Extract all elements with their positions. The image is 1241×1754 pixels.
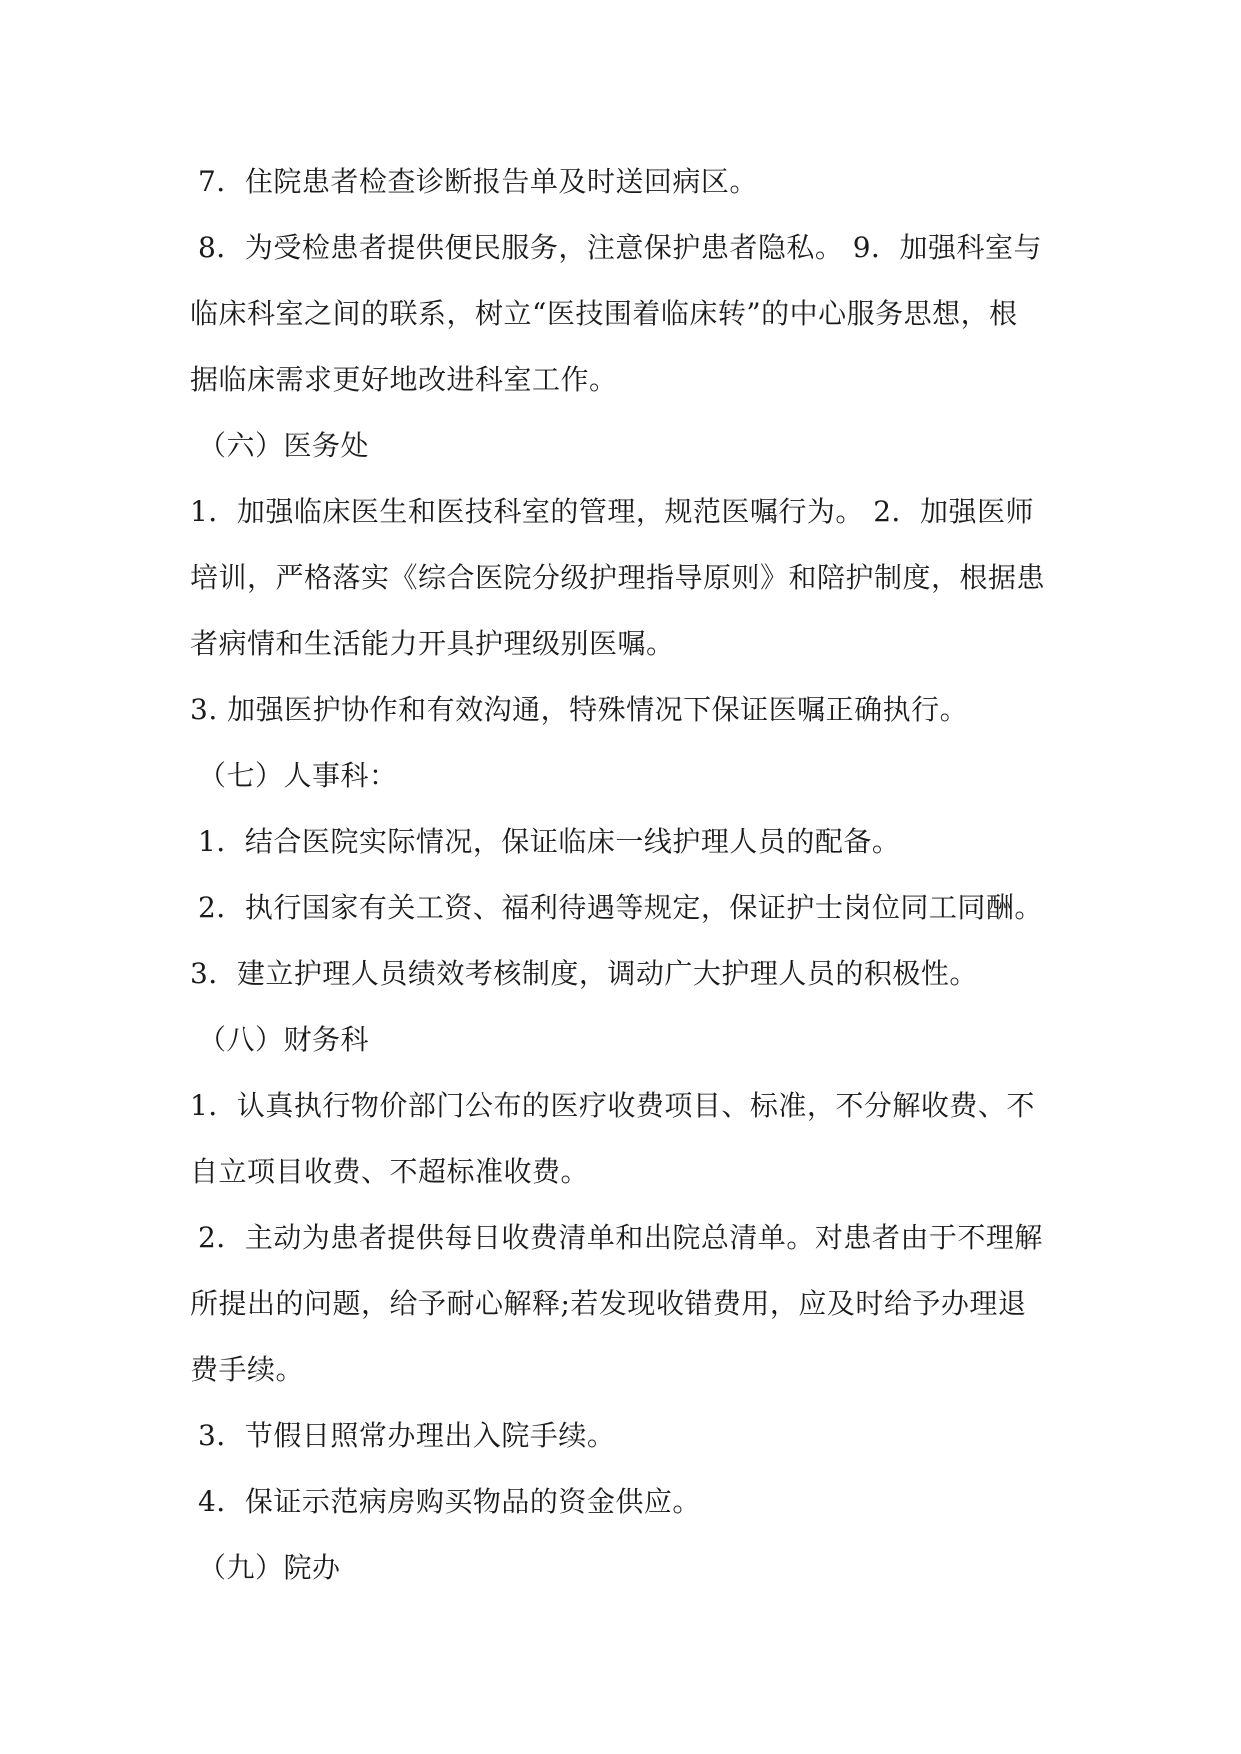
paragraph-line: 1．认真执行物价部门公布的医疗收费项目、标准，不分解收费、不: [190, 1089, 1035, 1122]
paragraph-line: 费手续。: [190, 1353, 305, 1386]
section-heading: （八）财务科: [198, 1023, 370, 1056]
paragraph-line: 据临床需求更好地改进科室工作。: [190, 363, 618, 396]
paragraph-line: 培训，严格落实《综合医院分级护理指导原则》和陪护制度，根据患: [190, 561, 1046, 594]
paragraph-line: 7．住院患者检查诊断报告单及时送回病区。: [198, 165, 758, 198]
paragraph-line: 1．加强临床医生和医技科室的管理，规范医嘱行为。 2．加强医师: [190, 495, 1035, 528]
paragraph-line: 所提出的问题，给予耐心解释;若发现收错费用，应及时给予办理退: [190, 1287, 1027, 1320]
paragraph-line: 1．结合医院实际情况，保证临床一线护理人员的配备。: [198, 825, 901, 858]
section-heading: （九）院办: [198, 1551, 341, 1584]
paragraph-line: 8．为受检患者提供便民服务，注意保护患者隐私。 9．加强科室与: [198, 231, 1043, 264]
paragraph-line: 3．节假日照常办理出入院手续。: [198, 1419, 616, 1452]
paragraph-line: 3. 加强医护协作和有效沟通，特殊情况下保证医嘱正确执行。: [190, 693, 969, 726]
paragraph-line: 2．主动为患者提供每日收费清单和出院总清单。对患者由于不理解: [198, 1221, 1043, 1254]
paragraph-line: 自立项目收费、不超标准收费。: [190, 1155, 590, 1188]
paragraph-line: 临床科室之间的联系，树立“医技围着临床转”的中心服务思想，根: [190, 297, 1018, 330]
paragraph-line: 3．建立护理人员绩效考核制度，调动广大护理人员的积极性。: [190, 957, 978, 990]
paragraph-line: 4．保证示范病房购买物品的资金供应。: [198, 1485, 701, 1518]
section-heading: （七）人事科：: [198, 759, 398, 792]
paragraph-line: 者病情和生活能力开具护理级别医嘱。: [190, 627, 675, 660]
paragraph-line: 2．执行国家有关工资、福利待遇等规定，保证护士岗位同工同酬。: [198, 891, 1043, 924]
section-heading: （六）医务处: [198, 429, 370, 462]
